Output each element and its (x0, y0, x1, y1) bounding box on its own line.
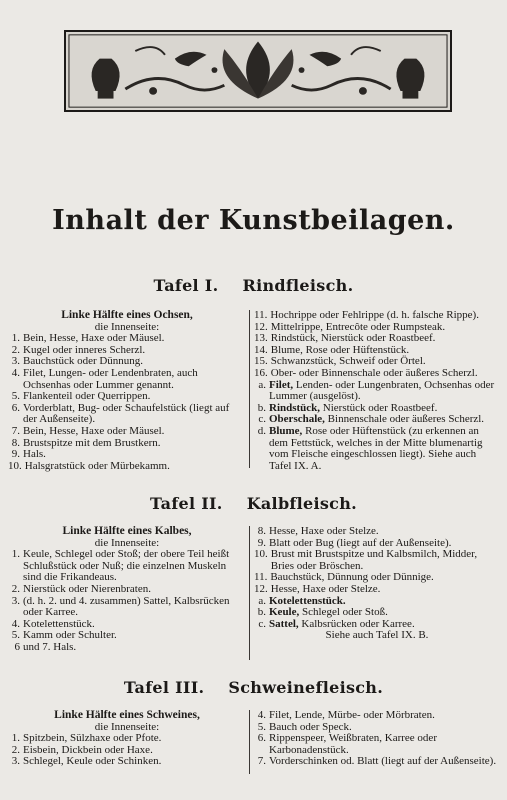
list-item (8, 596, 246, 619)
item-text: Kugel oder inneres Scherzl. (23, 343, 146, 356)
item-description: Hesse, Haxe oder Stelze. (269, 525, 379, 537)
list-item (254, 756, 500, 768)
item-description: Bauchstück, Dünnung oder Dünnige. (270, 571, 434, 584)
item-description: Rindstück, Nierstück oder Roastbeef. (270, 332, 436, 345)
list-item (254, 380, 500, 403)
right-column-tafel-2 (254, 526, 500, 642)
item-description: Vorderschinken od. Blatt (liegt auf der Außenseite). (269, 755, 497, 768)
item-number: 11. (254, 309, 268, 321)
item-bold-term: Sattel, (269, 617, 299, 630)
item-text: Kotelettenstück. (23, 617, 95, 630)
item-description: Kalbsrücken oder Karree. (298, 617, 415, 630)
item-description: Rose oder Hüftenstück (zu erkennen an dem Fettstück, welches in der Mitte blumenartig vom Fleische eingeschlossen liegt). Siehe auch Tafel IX. A. (269, 424, 483, 472)
list-item (8, 642, 246, 654)
item-number: b. (257, 401, 266, 414)
column-heading: Linke Hälfte eines Schweines, (54, 709, 200, 721)
item-number: 9. (11, 448, 20, 461)
item-description: Hesse, Haxe oder Stelze. (270, 582, 381, 595)
section-subject: Rindfleisch. (242, 276, 354, 295)
item-number: 4. (257, 709, 266, 721)
item-number: 2. (11, 582, 20, 595)
column-heading: Linke Hälfte eines Ochsen, (61, 309, 193, 321)
item-number: 3. (11, 594, 20, 607)
item-number: 8. (257, 525, 266, 537)
item-bold-term: Rindstück, (269, 401, 321, 414)
column-subheading: die Innenseite: (94, 536, 160, 549)
item-bold-term: Blume, (269, 424, 303, 437)
right-column-tafel-1 (254, 310, 500, 472)
ornamental-header (64, 30, 452, 112)
item-number: c. (258, 617, 266, 630)
item-number: 5. (11, 629, 20, 642)
item-text: Vorderblatt, Bug- oder Schaufelstück (liegt auf der Außenseite). (23, 401, 230, 426)
item-number: 2. (11, 343, 20, 356)
item-description: Schwanzstück, Schweif oder Örtel. (270, 355, 426, 368)
list-item (8, 426, 246, 438)
item-text: Kamm oder Schulter. (23, 629, 117, 642)
item-number: 14. (254, 343, 268, 356)
left-column-tafel-3 (8, 710, 246, 768)
item-description: Schlegel oder Stoß. (299, 606, 388, 619)
item-description: Hochrippe oder Fehlrippe (d. h. falsche Rippe). (270, 309, 479, 321)
item-description: Lenden- oder Lungenbraten, Ochsenhas oder Lummer (ausgelöst). (269, 378, 495, 403)
section-label: Tafel III. (123, 678, 205, 697)
section-label: Tafel I. (153, 276, 219, 295)
list-item (8, 461, 246, 473)
item-number: 12. (254, 320, 268, 333)
page-title: Inhalt der Kunstbeilagen. (52, 205, 455, 236)
item-text: Flankenteil oder Querrippen. (23, 390, 151, 403)
item-text: Halsgratstück oder Mürbekamm. (24, 459, 170, 472)
item-number: 7. (11, 424, 20, 437)
item-number: 3. (11, 355, 20, 368)
item-text: Filet, Lungen- oder Lendenbraten, auch Ochsenhas oder Lummer genannt. (23, 366, 198, 391)
item-text: Nierstück oder Nierenbraten. (23, 582, 151, 595)
cut-list (8, 333, 246, 472)
list-item (8, 549, 246, 584)
item-description: Blume, Rose oder Hüftenstück. (270, 343, 410, 356)
item-text: Spitzbein, Sülzhaxe oder Pfote. (23, 732, 162, 745)
list-item (254, 733, 500, 756)
item-description: Nierstück oder Roastbeef. (320, 401, 438, 414)
list-item (8, 584, 246, 596)
item-description: Brust mit Brustspitze und Kalbsmilch, Midder, Bries oder Bröschen. (270, 548, 478, 572)
list-item (8, 449, 246, 461)
item-number: 5. (11, 390, 20, 403)
list-item (8, 391, 246, 403)
item-number: 5. (257, 720, 266, 733)
cut-list (254, 710, 500, 768)
item-description: Mittelrippe, Entrecôte oder Rumpsteak. (270, 320, 446, 333)
item-number: 9. (257, 536, 266, 549)
item-number: 1. (11, 732, 20, 745)
cut-list (8, 733, 246, 768)
list-item (254, 426, 500, 472)
item-number: 15. (254, 355, 268, 368)
item-text: Schlegel, Keule oder Schinken. (23, 755, 162, 768)
item-number: c. (258, 413, 266, 426)
item-text: Keule, Schlegel oder Stoß; der obere Teil heißt Schlußstück oder Nuß; die einzelnen Muskeln sind die Frikandeaus. (23, 548, 230, 584)
item-text (271, 549, 500, 572)
item-description: Blatt oder Bug (liegt auf der Außenseite). (269, 536, 452, 549)
column-subheading: die Innenseite: (94, 320, 160, 333)
item-text (269, 756, 500, 768)
item-description: Filet, Lende, Mürbe- oder Mörbraten. (269, 709, 435, 721)
column-subheading: die Innenseite: (94, 720, 160, 733)
cut-list (8, 549, 246, 653)
section-title-tafel-3 (0, 678, 507, 697)
item-description: Ober- oder Binnenschale oder äußeres Scherzl. (270, 366, 478, 379)
item-text (269, 426, 500, 472)
see-also-note: Siehe auch Tafel IX. B. (325, 629, 429, 642)
column-divider (249, 526, 250, 660)
list-item (254, 549, 500, 572)
item-number: 6 (14, 640, 20, 653)
item-number: a. (258, 594, 266, 607)
item-number: 1. (11, 332, 20, 345)
section-title-tafel-2 (0, 494, 507, 513)
cut-list (254, 310, 500, 472)
item-number: 4. (11, 617, 20, 630)
item-number: 10. (254, 548, 268, 561)
item-text: Bauchstück oder Dünnung. (23, 355, 144, 368)
column-divider (249, 310, 250, 468)
item-number: 4. (11, 366, 20, 379)
item-number: b. (257, 606, 266, 619)
item-bold-term: Filet, (269, 378, 294, 391)
item-description: Binnenschale oder äußeres Scherzl. (324, 413, 485, 426)
item-number: 2. (11, 743, 20, 756)
item-text: Hals. (23, 448, 46, 461)
item-bold-term: Keule, (269, 606, 300, 619)
item-text: (d. h. 2. und 4. zusammen) Sattel, Kalbsrücken oder Karree. (23, 594, 230, 619)
item-number: 16. (254, 366, 268, 379)
item-text (269, 733, 500, 756)
item-number: 8. (11, 436, 20, 449)
list-item (8, 756, 246, 768)
list-item (8, 403, 246, 426)
item-number: 11. (254, 571, 268, 584)
item-number: 6. (257, 732, 266, 745)
ornament-illustration (66, 32, 450, 110)
item-description: Rippenspeer, Weißbraten, Karree oder Karbonadenstück. (269, 732, 437, 756)
section-label: Tafel II. (149, 494, 223, 513)
list-item (8, 368, 246, 391)
item-description: Bauch oder Speck. (269, 720, 352, 733)
item-number: 10. (8, 459, 22, 472)
item-text: Bein, Hesse, Haxe oder Mäusel. (23, 424, 165, 437)
item-bold-term: Oberschale, (269, 413, 325, 426)
item-number: 12. (254, 582, 268, 595)
column-heading: Linke Hälfte eines Kalbes, (62, 525, 192, 537)
item-number: 3. (11, 755, 20, 768)
cut-list (254, 526, 500, 630)
section-subject: Kalbfleisch. (246, 494, 357, 513)
item-number: d. (257, 424, 266, 437)
item-text: und 7. Hals. (23, 640, 77, 653)
item-number: 7. (257, 755, 266, 768)
item-bold-term: Kotelettenstück. (269, 594, 346, 607)
section-title-tafel-1 (0, 276, 507, 295)
item-text: Bein, Hesse, Haxe oder Mäusel. (23, 332, 165, 345)
right-column-tafel-3 (254, 710, 500, 768)
item-number: 13. (254, 332, 268, 345)
item-text (269, 380, 500, 403)
section-subject: Schweinefleisch. (228, 678, 384, 697)
column-divider (249, 710, 250, 774)
left-column-tafel-2 (8, 526, 246, 654)
item-number: a. (258, 378, 266, 391)
item-number: 1. (11, 548, 20, 561)
left-column-tafel-1 (8, 310, 246, 472)
item-number: 6. (11, 401, 20, 414)
item-text: Eisbein, Dickbein oder Haxe. (23, 743, 153, 756)
item-text: Brustspitze mit dem Brustkern. (23, 436, 161, 449)
